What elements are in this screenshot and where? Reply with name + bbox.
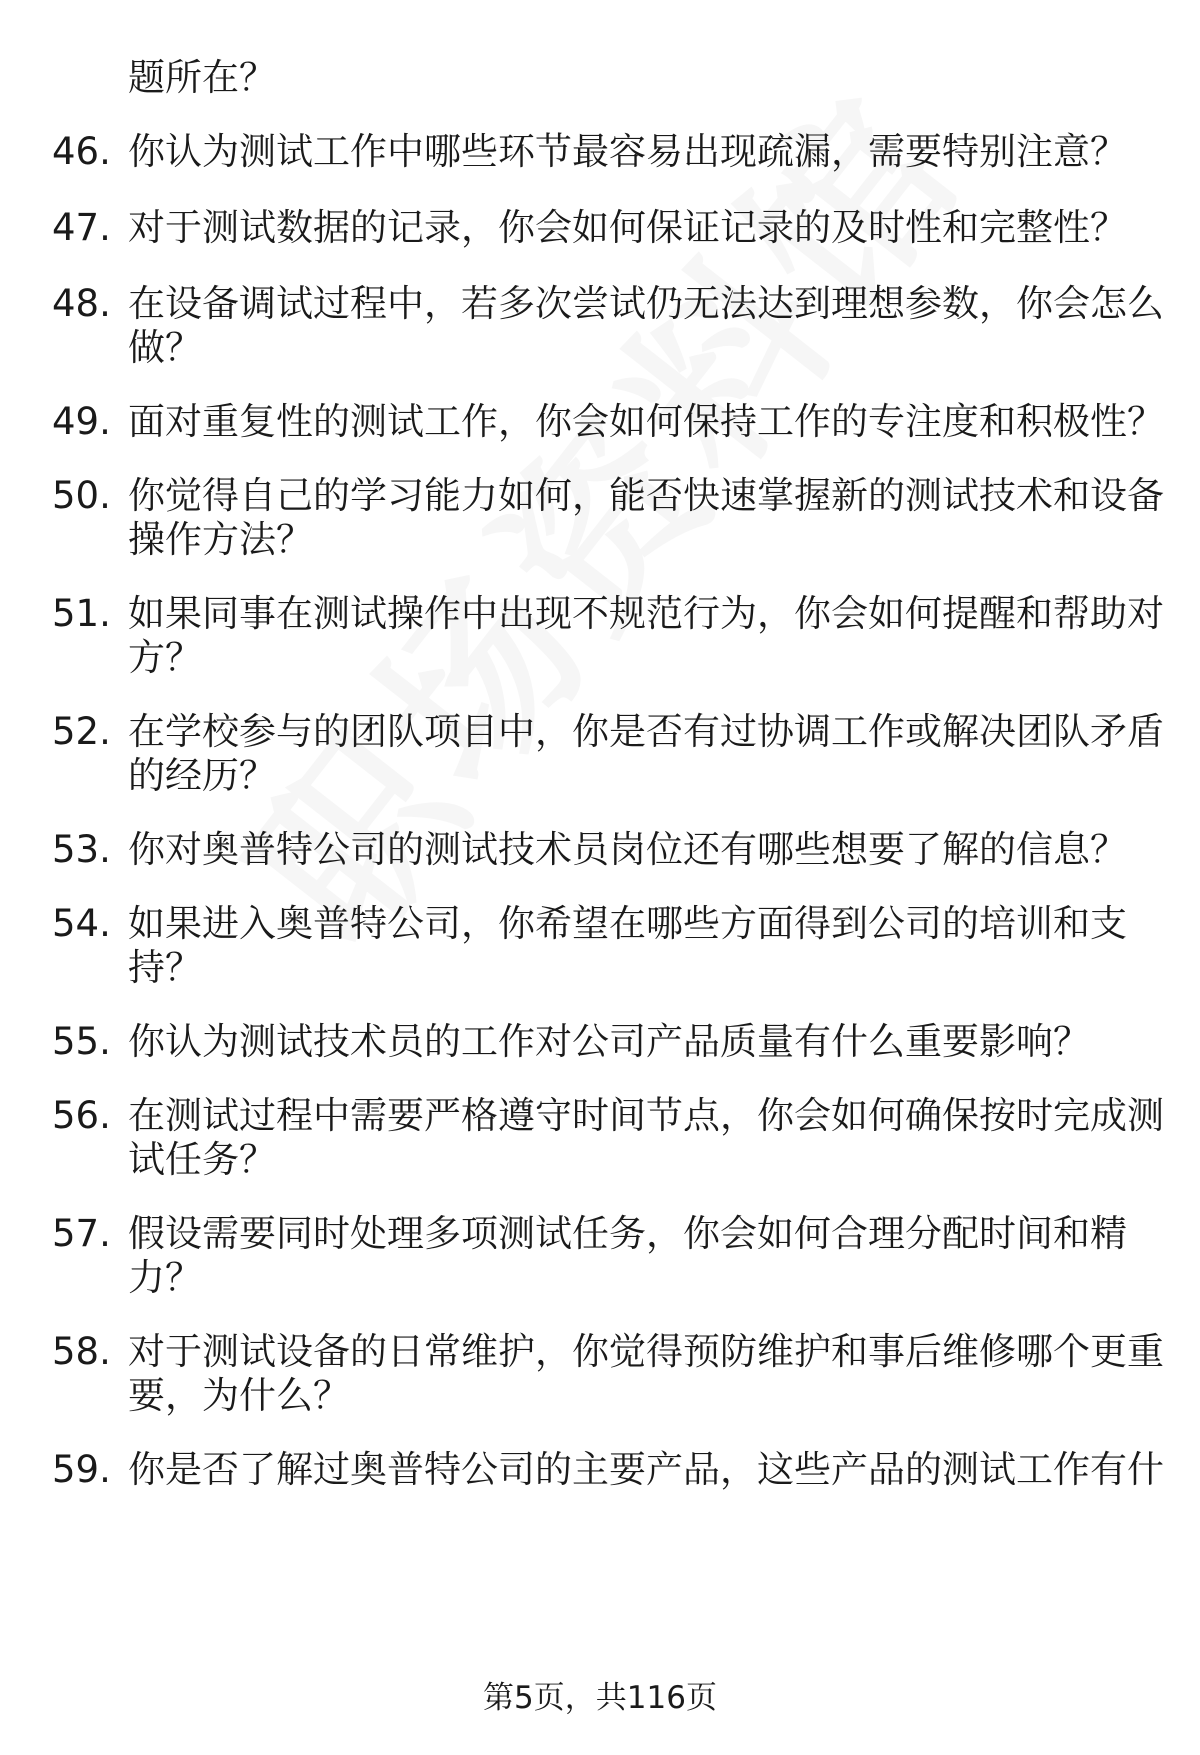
question-text: 你对奥普特公司的测试技术员岗位还有哪些想要了解的信息？ bbox=[128, 828, 1127, 871]
question-text: 要，为什么？ bbox=[128, 1374, 350, 1417]
question-number: 52. bbox=[52, 710, 111, 753]
question-number: 50. bbox=[52, 474, 111, 517]
question-text: 方？ bbox=[128, 636, 202, 679]
question-text: 你觉得自己的学习能力如何，能否快速掌握新的测试技术和设备 bbox=[128, 474, 1164, 517]
question-text: 对于测试数据的记录，你会如何保证记录的及时性和完整性？ bbox=[128, 206, 1127, 249]
question-number: 59. bbox=[52, 1448, 111, 1491]
question-text: 你是否了解过奥普特公司的主要产品，这些产品的测试工作有什 bbox=[128, 1448, 1164, 1491]
question-number: 49. bbox=[52, 400, 111, 443]
question-text: 如果进入奥普特公司，你希望在哪些方面得到公司的培训和支 bbox=[128, 902, 1127, 945]
question-number: 51. bbox=[52, 592, 111, 635]
question-text: 的经历？ bbox=[128, 754, 276, 797]
question-text: 试任务？ bbox=[128, 1138, 276, 1181]
question-number: 46. bbox=[52, 130, 111, 173]
question-number: 56. bbox=[52, 1094, 111, 1137]
question-text: 面对重复性的测试工作，你会如何保持工作的专注度和积极性？ bbox=[128, 400, 1164, 443]
question-text: 在学校参与的团队项目中，你是否有过协调工作或解决团队矛盾 bbox=[128, 710, 1164, 753]
question-text: 你认为测试工作中哪些环节最容易出现疏漏，需要特别注意？ bbox=[128, 130, 1127, 173]
question-number: 48. bbox=[52, 282, 111, 325]
question-number: 57. bbox=[52, 1212, 111, 1255]
question-text: 如果同事在测试操作中出现不规范行为，你会如何提醒和帮助对 bbox=[128, 592, 1164, 635]
question-text: 在测试过程中需要严格遵守时间节点，你会如何确保按时完成测 bbox=[128, 1094, 1164, 1137]
question-text: 你认为测试技术员的工作对公司产品质量有什么重要影响？ bbox=[128, 1020, 1090, 1063]
question-text: 题所在？ bbox=[128, 56, 276, 99]
question-text: 在设备调试过程中，若多次尝试仍无法达到理想参数，你会怎么 bbox=[128, 282, 1164, 325]
question-text: 持？ bbox=[128, 946, 202, 989]
question-number: 58. bbox=[52, 1330, 111, 1373]
question-text: 对于测试设备的日常维护，你觉得预防维护和事后维修哪个更重 bbox=[128, 1330, 1164, 1373]
question-number: 47. bbox=[52, 206, 111, 249]
question-text: 力？ bbox=[128, 1256, 202, 1299]
page-footer: 第5页，共116页 bbox=[483, 1680, 717, 1716]
question-text: 操作方法？ bbox=[128, 518, 313, 561]
question-text: 假设需要同时处理多项测试任务，你会如何合理分配时间和精 bbox=[128, 1212, 1127, 1255]
question-number: 54. bbox=[52, 902, 111, 945]
question-number: 53. bbox=[52, 828, 111, 871]
question-number: 55. bbox=[52, 1020, 111, 1063]
question-text: 做？ bbox=[128, 326, 202, 369]
